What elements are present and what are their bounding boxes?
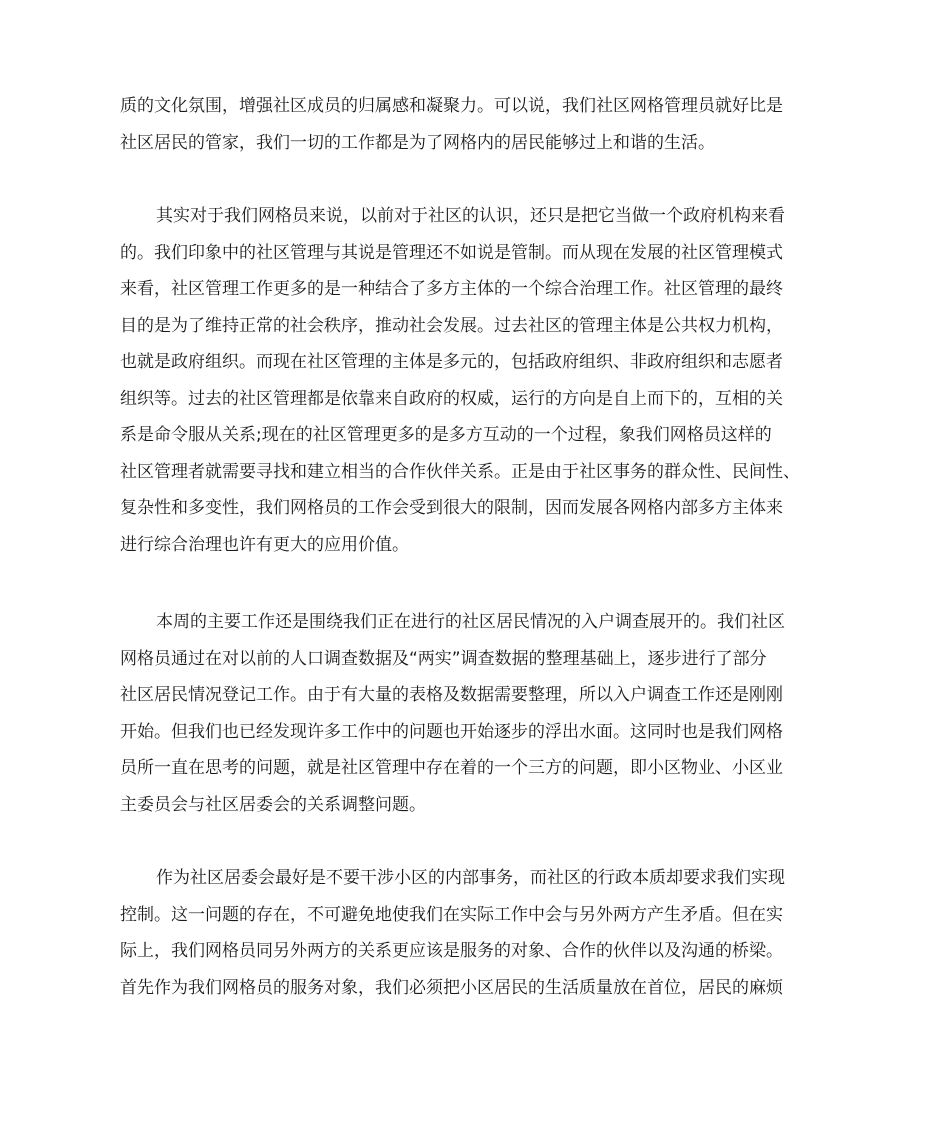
text-line: 作为社区居委会最好是不要干涉小区的内部事务，而社区的行政本质却要求我们实现 xyxy=(156,868,785,888)
text-line: 社区管理者就需要寻找和建立相当的合作伙伴关系。正是由于社区事务的群众性、民间性、 xyxy=(120,461,800,482)
text-line: 网格员通过在对以前的人口调查数据及“两实”调查数据的整理基础上，逐步进行了部分 xyxy=(120,648,767,669)
text-line: 其实对于我们网格员来说，以前对于社区的认识，还只是把它当做一个政府机构来看 xyxy=(156,206,785,226)
paragraph-2 xyxy=(120,198,840,563)
text-line: 系是命令服从关系;现在的社区管理更多的是多方互动的一个过程，象我们网格员这样的 xyxy=(120,425,772,445)
text-line: 来看，社区管理工作更多的是一种结合了多方主体的一个综合治理工作。社区管理的最终 xyxy=(120,279,783,299)
paragraph-3 xyxy=(120,604,840,823)
text-line: 复杂性和多变性，我们网格员的工作会受到很大的限制，因而发展各网格内部多方主体来 xyxy=(120,498,783,518)
text-line: 开始。但我们也已经发现许多工作中的问题也开始逐步的浮出水面。这同时也是我们网格 xyxy=(120,721,783,742)
text-line: 社区居民情况登记工作。由于有大量的表格及数据需要整理，所以入户调查工作还是刚刚 xyxy=(120,685,783,705)
text-line: 进行综合治理也许有更大的应用价值。 xyxy=(120,534,409,555)
text-line: 本周的主要工作还是围绕我们正在进行的社区居民情况的入户调查展开的。我们社区 xyxy=(156,612,785,632)
text-line: 目的是为了维持正常的社会秩序，推动社会发展。过去社区的管理主体是公共权力机构， xyxy=(120,315,783,336)
text-line: 的。我们印象中的社区管理与其说是管理还不如说是管制。而从现在发展的社区管理模式 xyxy=(120,242,783,263)
text-line: 质的文化氛围，增强社区成员的归属感和凝聚力。可以说，我们社区网格管理员就好比是 xyxy=(120,96,783,116)
text-line: 控制。这一问题的存在，不可避免地使我们在实际工作中会与另外两方产生矛盾。但在实 xyxy=(120,904,783,925)
paragraph-1 xyxy=(120,88,840,161)
text-line: 也就是政府组织。而现在社区管理的主体是多元的，包括政府组织、非政府组织和志愿者 xyxy=(120,352,783,372)
text-line: 员所一直在思考的问题，就是社区管理中存在着的一个三方的问题，即小区物业、小区业 xyxy=(120,758,783,778)
text-line: 组织等。过去的社区管理都是依靠来自政府的权威，运行的方向是自上而下的，互相的关 xyxy=(120,388,783,409)
text-line: 际上，我们网格员同另外两方的关系更应该是服务的对象、合作的伙伴以及沟通的桥梁。 xyxy=(120,941,783,961)
text-line: 主委员会与社区居委会的关系调整问题。 xyxy=(120,794,426,815)
paragraph-4 xyxy=(120,860,840,1006)
text-line: 社区居民的管家，我们一切的工作都是为了网格内的居民能够过上和谐的生活。 xyxy=(120,132,715,153)
text-line: 首先作为我们网格员的服务对象，我们必须把小区居民的生活质量放在首位，居民的麻烦 xyxy=(120,977,783,998)
